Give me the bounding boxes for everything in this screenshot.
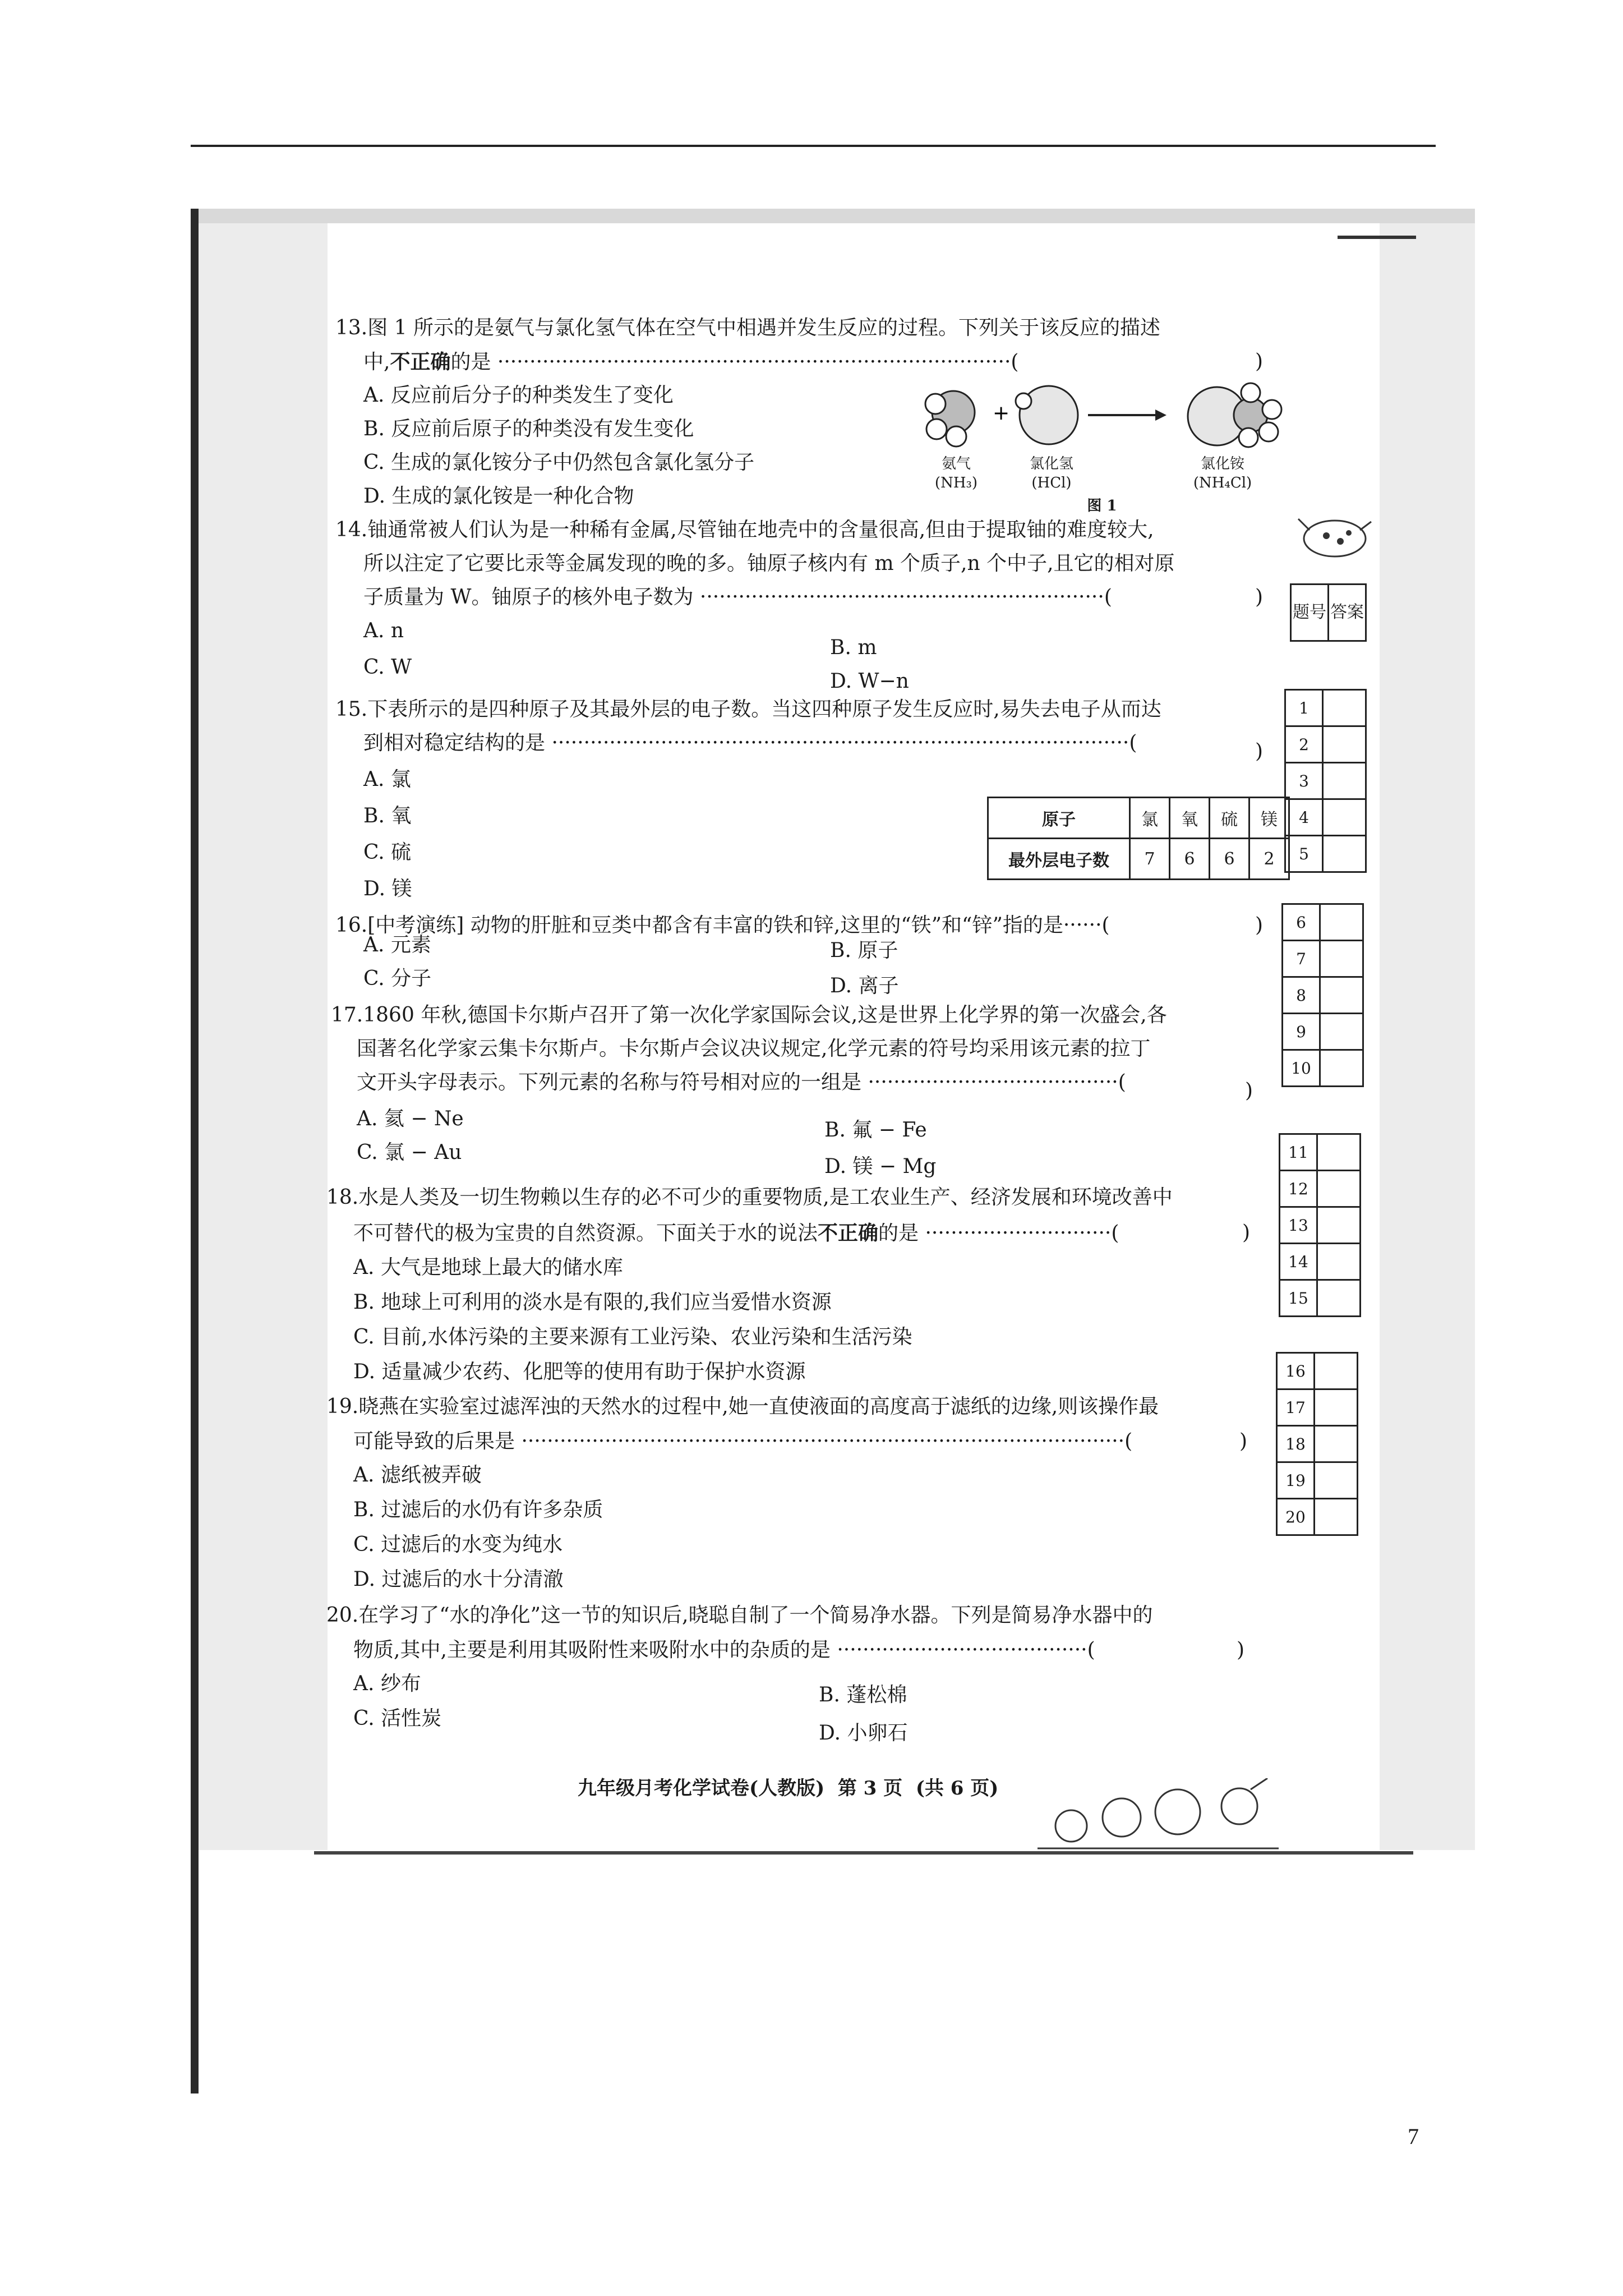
- answer-grid-row: [1283, 941, 1363, 977]
- answer-grid-number: 2: [1285, 726, 1323, 763]
- electron-row: [988, 839, 1289, 880]
- nh4cl-molecule: [1188, 383, 1281, 447]
- answer-grid-cell[interactable]: [1317, 1134, 1361, 1171]
- answer-grid-number: 17: [1277, 1389, 1315, 1426]
- q17-stem-line2: 国著名化学家云集卡尔斯卢。卡尔斯卢会议决议规定,化学元素的符号均采用该元素的拉丁: [357, 1037, 1151, 1060]
- q20-option-a: A. 纱布: [353, 1672, 421, 1695]
- answer-grid-row: [1283, 1014, 1363, 1050]
- plus-sign: +: [993, 402, 1010, 425]
- answer-grid-row: [1277, 1426, 1358, 1462]
- answer-grid-row: [1285, 836, 1366, 872]
- q16-option-c: C. 分子: [363, 967, 432, 990]
- answer-grid-cell[interactable]: [1320, 904, 1363, 941]
- q18-option-b: B. 地球上可利用的淡水是有限的,我们应当爱惜水资源: [353, 1291, 832, 1314]
- atom-cell: 氯: [1130, 798, 1170, 839]
- answer-grid-number: 19: [1277, 1462, 1315, 1499]
- q13-answer-paren[interactable]: ): [1255, 350, 1264, 373]
- q14-option-d: D. W−n: [830, 670, 909, 693]
- answer-grid-row: [1277, 1353, 1358, 1389]
- answer-grid-row: [1285, 726, 1366, 763]
- scan-top-edge: [191, 209, 1475, 223]
- figure-1-caption: 图 1: [1087, 498, 1117, 514]
- q18-stem-line1: 18.水是人类及一切生物赖以生存的必不可少的重要物质,是工农业生产、经济发展和环境改善中: [326, 1186, 1173, 1209]
- answer-grid-group-4: [1276, 1352, 1358, 1536]
- answer-grid-row: [1280, 1207, 1361, 1244]
- hcl-label: 氯化氢 (HCl): [1029, 455, 1073, 491]
- answer-grid-row: [1285, 799, 1366, 836]
- q18-answer-paren[interactable]: ): [1242, 1221, 1251, 1244]
- q17-option-b: B. 氟 − Fe: [824, 1119, 927, 1142]
- q19-option-a: A. 滤纸被弄破: [353, 1464, 482, 1487]
- answer-grid-row: [1280, 1280, 1361, 1317]
- q18-option-a: A. 大气是地球上最大的储水库: [353, 1256, 623, 1279]
- answer-grid-group-3: [1279, 1133, 1361, 1317]
- electron-cell: 6: [1210, 839, 1249, 880]
- answer-grid-row: [1283, 904, 1363, 941]
- answer-grid-number: 16: [1277, 1353, 1315, 1389]
- q16-stem-line1: 16.[中考演练] 动物的肝脏和豆类中都含有丰富的铁和锌,这里的“铁”和“锌”指的是······(: [335, 914, 1110, 937]
- q19-stem-line1: 19.晓燕在实验室过滤浑浊的天然水的过程中,她一直使液面的高度高于滤纸的边缘,则该操作最: [326, 1395, 1159, 1418]
- answer-grid-row: [1280, 1171, 1361, 1207]
- hcl-molecule: [1016, 386, 1078, 444]
- q15-option-a: A. 氯: [363, 768, 411, 791]
- electron-cell: 6: [1170, 839, 1210, 880]
- atom-cell: 氧: [1170, 798, 1210, 839]
- answer-grid-cell[interactable]: [1315, 1389, 1358, 1426]
- nh4cl-label: 氯化铵 (NH₄Cl): [1193, 455, 1252, 491]
- q16-option-b: B. 原子: [830, 939, 898, 962]
- answer-grid-cell[interactable]: [1323, 690, 1366, 726]
- q20-option-d: D. 小卵石: [819, 1722, 908, 1745]
- q15-option-b: B. 氧: [363, 804, 412, 827]
- answer-grid-row: [1277, 1389, 1358, 1426]
- answer-grid-number: 1: [1285, 690, 1323, 726]
- answer-grid-number: 20: [1277, 1499, 1315, 1535]
- q14-stem-line2: 所以注定了它要比汞等金属发现的晚的多。铀原子核内有 m 个质子,n 个中子,且它的相对原: [363, 552, 1175, 575]
- atom-cell: 硫: [1210, 798, 1249, 839]
- answer-grid-cell[interactable]: [1320, 1050, 1363, 1087]
- q17-stem-line1: 17.1860 年秋,德国卡尔斯卢召开了第一次化学家国际会议,这是世界上化学界的第一次盛会,各: [331, 1004, 1167, 1027]
- q17-option-d: D. 镁 − Mg: [824, 1155, 937, 1178]
- q18-option-d: D. 适量减少农药、化肥等的使用有助于保护水资源: [353, 1360, 806, 1383]
- answer-grid-cell[interactable]: [1320, 977, 1363, 1014]
- q19-option-c: C. 过滤后的水变为纯水: [353, 1533, 563, 1556]
- q13-stem-line2: 中,不正确的是 ················································································(: [363, 350, 1019, 374]
- answer-grid-cell[interactable]: [1315, 1499, 1358, 1535]
- answer-grid-cell[interactable]: [1315, 1426, 1358, 1462]
- q20-stem-line2: 物质,其中,主要是利用其吸附性来吸附水中的杂质的是 ·······································(: [353, 1639, 1095, 1662]
- answer-grid-number: 4: [1285, 799, 1323, 836]
- answer-grid-group-2: [1281, 903, 1364, 1087]
- decorative-bug-icon: [1293, 508, 1377, 566]
- answer-grid-cell[interactable]: [1317, 1280, 1361, 1317]
- q15-stem-line1: 15.下表所示的是四种原子及其最外层的电子数。当这四种原子发生反应时,易失去电子从而达: [335, 698, 1161, 721]
- answer-grid-row: [1283, 1050, 1363, 1087]
- answer-grid-question-header: 题号: [1291, 585, 1329, 641]
- header-rule: [191, 145, 1436, 147]
- reaction-arrow: [1088, 409, 1166, 421]
- q19-stem-line2: 可能导致的后果是 ······························································································(: [353, 1430, 1133, 1453]
- nh3-molecule: [925, 391, 975, 447]
- answer-grid-number: 12: [1280, 1171, 1317, 1207]
- q15-stem-line2: 到相对稳定结构的是 ··························································································(: [363, 731, 1137, 754]
- q20-option-b: B. 蓬松棉: [819, 1683, 907, 1706]
- answer-grid-cell[interactable]: [1317, 1171, 1361, 1207]
- atom-electron-table: [987, 797, 1290, 880]
- decorative-children-illustration: [1038, 1778, 1279, 1853]
- answer-grid-number: 6: [1283, 904, 1320, 941]
- answer-grid-row: [1285, 763, 1366, 799]
- answer-grid-group-1: [1284, 689, 1367, 873]
- answer-grid-number: 3: [1285, 763, 1323, 799]
- answer-grid-number: 11: [1280, 1134, 1317, 1171]
- q20-answer-paren[interactable]: ): [1237, 1639, 1245, 1662]
- q13-option-b: B. 反应前后原子的种类没有发生变化: [363, 417, 694, 440]
- q20-stem-line1: 20.在学习了“水的净化”这一节的知识后,晓聪自制了一个简易净水器。下列是简易净水器中的: [326, 1604, 1153, 1627]
- q13-emphasis: 不正确: [390, 350, 451, 374]
- q18-stem-line2: 不可替代的极为宝贵的自然资源。下面关于水的说法不正确的是 ·····························(: [353, 1221, 1119, 1245]
- q14-option-c: C. W: [363, 656, 412, 679]
- electron-header: 最外层电子数: [988, 839, 1130, 880]
- q14-answer-paren[interactable]: ): [1255, 586, 1264, 609]
- answer-grid-cell[interactable]: [1323, 799, 1366, 836]
- q20-option-c: C. 活性炭: [353, 1707, 442, 1730]
- q16-option-d: D. 离子: [830, 974, 899, 997]
- q17-stem-line3: 文开头字母表示。下列元素的名称与符号相对应的一组是 ·······································(: [357, 1071, 1126, 1094]
- q19-option-d: D. 过滤后的水十分清澈: [353, 1568, 564, 1591]
- q13-option-c: C. 生成的氯化铵分子中仍然包含氯化氢分子: [363, 451, 755, 474]
- page-number: 7: [1408, 2124, 1419, 2149]
- q15-option-d: D. 镁: [363, 877, 412, 900]
- q14-option-a: A. n: [363, 619, 404, 642]
- corner-mark: [1338, 236, 1416, 239]
- q19-answer-paren[interactable]: ): [1239, 1430, 1248, 1453]
- scan-shadow-right: [1380, 223, 1475, 1850]
- answer-grid-cell[interactable]: [1315, 1462, 1358, 1499]
- answer-grid-cell[interactable]: [1317, 1244, 1361, 1280]
- answer-grid-header: [1290, 583, 1367, 642]
- answer-grid-number: 9: [1283, 1014, 1320, 1050]
- answer-grid-number: 18: [1277, 1426, 1315, 1462]
- answer-grid-cell[interactable]: [1323, 726, 1366, 763]
- q19-option-b: B. 过滤后的水仍有许多杂质: [353, 1498, 603, 1521]
- answer-grid-row: [1277, 1462, 1358, 1499]
- q16-option-a: A. 元素: [363, 933, 431, 956]
- answer-grid-number: 7: [1283, 941, 1320, 977]
- answer-grid-row: [1285, 690, 1366, 726]
- answer-grid-number: 13: [1280, 1207, 1317, 1244]
- answer-grid-number: 5: [1285, 836, 1323, 872]
- q15-answer-paren[interactable]: ): [1255, 740, 1264, 763]
- atom-cell: 镁: [1249, 798, 1289, 839]
- answer-grid-number: 10: [1283, 1050, 1320, 1087]
- q14-option-b: B. m: [830, 636, 877, 659]
- page-footer: 九年级月考化学试卷(人教版) 第 3 页 (共 6 页): [578, 1777, 999, 1800]
- answer-grid-number: 14: [1280, 1244, 1317, 1280]
- q14-stem-line3: 子质量为 W。铀原子的核外电子数为 ·······························································(: [363, 586, 1112, 609]
- answer-grid-answer-header: 答案: [1329, 585, 1366, 641]
- answer-grid-cell[interactable]: [1323, 836, 1366, 872]
- answer-grid-number: 15: [1280, 1280, 1317, 1317]
- q18-option-c: C. 目前,水体污染的主要来源有工业污染、农业污染和生活污染: [353, 1326, 912, 1349]
- answer-grid-cell[interactable]: [1320, 1014, 1363, 1050]
- answer-grid-row: [1280, 1244, 1361, 1280]
- answer-grid-row: [1283, 977, 1363, 1014]
- electron-cell: 2: [1249, 839, 1289, 880]
- electron-cell: 7: [1130, 839, 1170, 880]
- q16-answer-paren[interactable]: ): [1255, 914, 1264, 937]
- answer-grid-cell[interactable]: [1317, 1207, 1361, 1244]
- atom-header: 原子: [988, 798, 1130, 839]
- answer-grid-row: [1280, 1134, 1361, 1171]
- answer-grid-cell[interactable]: [1320, 941, 1363, 977]
- q17-answer-paren[interactable]: ): [1245, 1079, 1253, 1102]
- scan-left-edge: [191, 209, 199, 2093]
- atom-row: [988, 798, 1289, 839]
- q13-option-a: A. 反应前后分子的种类发生了变化: [363, 384, 674, 407]
- answer-grid-row: [1277, 1499, 1358, 1535]
- q14-stem-line1: 14.铀通常被人们认为是一种稀有金属,尽管铀在地壳中的含量很高,但由于提取铀的难度较大,: [335, 518, 1154, 541]
- q17-option-a: A. 氦 − Ne: [357, 1107, 464, 1130]
- answer-grid-cell[interactable]: [1323, 763, 1366, 799]
- q17-option-c: C. 氯 − Au: [357, 1141, 462, 1164]
- q13-stem-line1: 13.图 1 所示的是氨气与氯化氢气体在空气中相遇并发生反应的过程。下列关于该反应的描述: [335, 316, 1161, 339]
- scan-shadow-left: [199, 223, 328, 1850]
- answer-grid-cell[interactable]: [1315, 1353, 1358, 1389]
- nh3-label: 氨气 (NH₃): [934, 455, 978, 491]
- q15-option-c: C. 硫: [363, 841, 412, 864]
- q13-option-d: D. 生成的氯化铵是一种化合物: [363, 485, 634, 508]
- q18-emphasis: 不正确: [818, 1221, 879, 1245]
- answer-grid-number: 8: [1283, 977, 1320, 1014]
